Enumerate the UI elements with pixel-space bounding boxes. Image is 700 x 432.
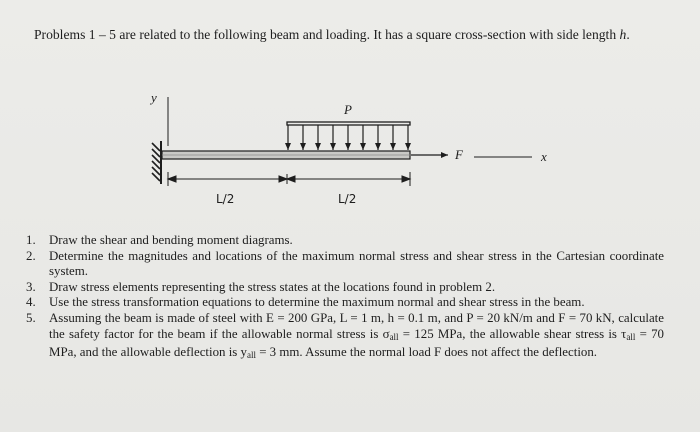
problem-text: Determine the magnitudes and locations of the maximum normal stress and shear stress in the Cartesian coordinate system. <box>49 248 664 279</box>
problem-list <box>24 233 664 364</box>
intro-end: . <box>626 27 630 42</box>
span-dimension <box>168 172 410 186</box>
right-span-label: L/2 <box>338 192 357 206</box>
intro-text: Problems 1 – 5 are related to the following beam and loading. It has a square cross-section with side length <box>34 27 620 42</box>
problem5-part3: = 70 MPa, and the allowable deflection is y <box>49 326 664 360</box>
y-axis-label: y <box>151 90 157 105</box>
list-item <box>24 280 664 296</box>
problem-number: 3. <box>26 279 36 294</box>
problem-text: Use the stress transformation equations to determine the maximum normal and shear stress in the beam. <box>49 295 585 310</box>
y-subscript: all <box>246 350 256 361</box>
list-item <box>24 311 664 364</box>
problem-number: 4. <box>26 295 36 310</box>
load-label-p: P <box>344 102 352 117</box>
x-axis-label: x <box>541 149 547 164</box>
problem-number: 2. <box>26 248 36 263</box>
intro-variable-h: h <box>619 27 627 42</box>
problem-text: Draw stress elements representing the stress states at the locations found in problem 2. <box>49 279 496 294</box>
left-span-label: L/2 <box>216 192 235 206</box>
distributed-load-frame <box>287 122 410 125</box>
problem5-part4: = 3 mm. Assume the normal load F does not affect the deflection. <box>255 345 598 360</box>
problem5-part2: = 125 MPa, the allowable shear stress is τ <box>398 326 627 341</box>
list-item <box>24 233 664 249</box>
axial-force-label: F <box>455 147 463 162</box>
tau-subscript: all <box>626 331 636 342</box>
sigma-subscript: all <box>389 331 399 342</box>
problem5-part1: Assuming the beam is made of steel with E = 200 GPa, L = 1 m, h = 0.1 m, and P = 20 kN/m and F = 70 kN, calculate the safety factor for the beam if the allowable normal stress is σ <box>49 310 664 341</box>
problem-number: 1. <box>26 233 36 247</box>
problem-text <box>49 311 664 364</box>
list-item <box>24 295 664 311</box>
list-item <box>24 249 664 280</box>
distributed-load-arrows <box>288 125 408 150</box>
problem-text: Draw the shear and bending moment diagrams. <box>49 233 293 247</box>
fixed-support-hatch <box>152 143 160 181</box>
problem-number: 5. <box>26 310 36 325</box>
